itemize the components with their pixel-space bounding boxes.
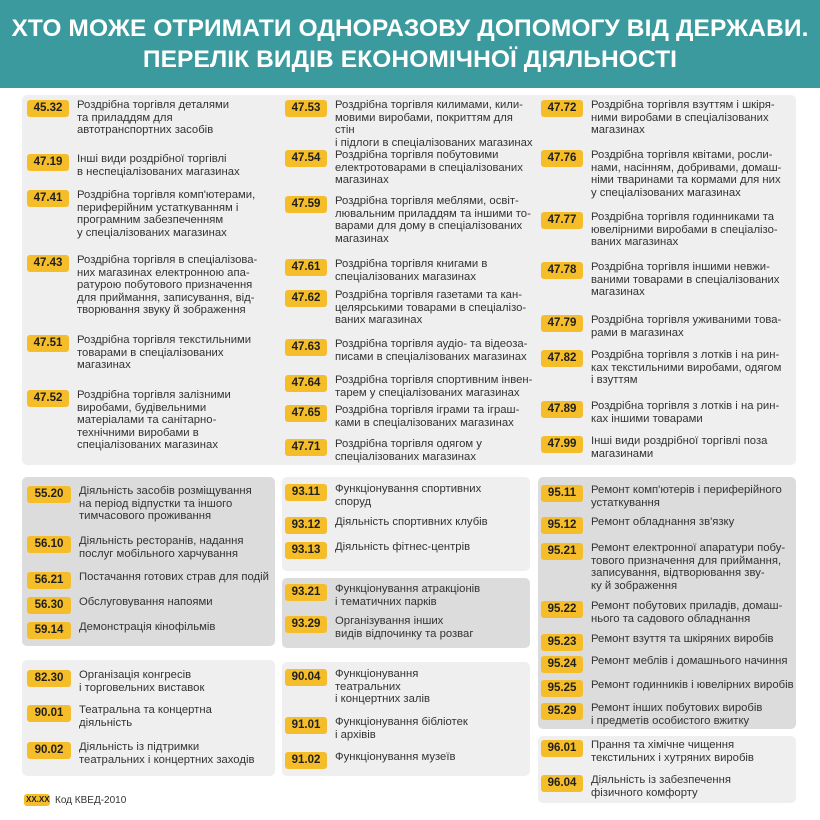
activity-description xyxy=(71,596,213,609)
description-line: Роздрібна торгівля меблями, освіт- xyxy=(335,195,519,207)
description-line: та приладдям для xyxy=(77,111,173,124)
kved-code-badge: 95.22 xyxy=(541,601,583,618)
kved-code-badge: 47.62 xyxy=(285,290,327,307)
description-line: Ремонт комп'ютерів і периферійного xyxy=(591,484,782,496)
activity-description xyxy=(327,516,488,529)
kved-code-badge: 47.54 xyxy=(285,150,327,167)
kved-code-badge: 96.01 xyxy=(541,740,583,757)
activity-description xyxy=(583,484,782,509)
activity-entry-47-77 xyxy=(541,212,796,249)
activity-description xyxy=(583,211,778,249)
activity-description xyxy=(327,338,527,363)
description-line: Роздрібна торгівля аудіо- та відеоза- xyxy=(335,338,528,350)
activity-entry-90-04 xyxy=(285,669,530,706)
description-line: Роздрібна торгівля іншими невжи- xyxy=(591,261,770,273)
activity-entry-96-04 xyxy=(541,775,796,799)
description-line: лювальним приладдям та іншими то- xyxy=(335,207,531,220)
description-line: магазинах xyxy=(591,286,645,299)
activity-description xyxy=(327,438,482,463)
description-line: виробами, будівельними xyxy=(77,401,207,414)
description-line: спеціалізованих магазинах xyxy=(77,439,218,452)
kved-code-badge: 91.02 xyxy=(285,752,327,769)
activity-entry-47-72 xyxy=(541,100,796,137)
description-line: і предметів особистого вжитку xyxy=(591,714,750,727)
description-line: електротоварами в спеціалізованих xyxy=(335,161,523,174)
description-line: у спеціалізованих магазинах xyxy=(591,186,741,199)
activity-description xyxy=(583,261,779,299)
description-line: театральних xyxy=(335,680,401,693)
activity-entry-47-89 xyxy=(541,401,796,425)
activity-entry-47-51 xyxy=(27,335,277,372)
activity-description xyxy=(583,314,781,339)
description-line: мовими виробами, покриттям для стін xyxy=(335,111,513,137)
activity-entry-47-52 xyxy=(27,390,277,452)
activity-description xyxy=(71,571,269,584)
kved-code-badge: 47.41 xyxy=(27,190,69,207)
activity-description xyxy=(69,153,240,178)
activity-description xyxy=(69,389,231,452)
description-line: Інші види роздрібної торгівлі поза xyxy=(591,435,768,447)
kved-code-badge: 47.89 xyxy=(541,401,583,418)
kved-code-badge: 47.78 xyxy=(541,262,583,279)
activity-entry-93-29 xyxy=(285,616,530,640)
activity-description xyxy=(327,374,532,399)
description-line: Прання та хімічне чищення xyxy=(591,739,735,751)
kved-code-badge: 47.53 xyxy=(285,100,327,117)
description-line: споруд xyxy=(335,495,372,508)
kved-code-badge: 47.76 xyxy=(541,150,583,167)
activity-description xyxy=(583,702,762,727)
activity-entry-93-13 xyxy=(285,542,530,559)
legend-code-badge: XX.XX xyxy=(26,795,50,804)
description-line: ках текстильними виробами, одягом xyxy=(591,361,782,374)
kved-code-badge: 56.21 xyxy=(27,572,71,589)
description-line: писами в спеціалізованих магазинах xyxy=(335,350,527,363)
activity-entry-47-54 xyxy=(285,150,535,187)
description-line: театральних і концертних заходів xyxy=(79,753,255,766)
description-line: Діяльність із забезпечення xyxy=(591,774,731,786)
description-line: ках іншими товарами xyxy=(591,412,703,425)
description-line: магазинах xyxy=(591,124,645,137)
activity-description xyxy=(69,189,255,239)
activity-entry-47-79 xyxy=(541,315,796,339)
activity-description xyxy=(583,400,779,425)
description-line: Роздрібна торгівля комп'ютерами, xyxy=(77,189,256,201)
activity-entry-47-61 xyxy=(285,259,535,283)
activity-description xyxy=(327,583,480,608)
description-line: Роздрібна торгівля газетами та кан- xyxy=(335,289,522,301)
activity-description xyxy=(71,704,212,729)
activity-entry-47-82 xyxy=(541,350,796,387)
description-line: Ремонт годинників і ювелірних виробів xyxy=(591,679,794,691)
activity-entry-47-63 xyxy=(285,339,535,363)
description-line: тового призначення для приймання, xyxy=(591,554,782,567)
activity-entry-95-24 xyxy=(541,656,796,673)
description-line: периферійним устаткуванням і xyxy=(77,201,239,214)
activity-entry-47-99 xyxy=(541,436,796,460)
description-line: записування, відтворювання зву- xyxy=(591,567,765,580)
description-line: Обслуговування напоями xyxy=(79,596,213,608)
kved-code-badge: 95.21 xyxy=(541,543,583,560)
activity-description xyxy=(327,541,470,554)
kved-code-badge: 47.19 xyxy=(27,154,69,171)
activity-description xyxy=(583,435,767,460)
kved-code-badge: 95.12 xyxy=(541,517,583,534)
description-line: Ремонт побутових приладів, домаш- xyxy=(591,600,783,612)
description-line: Роздрібна торгівля книгами в xyxy=(335,258,488,270)
description-line: нього та садового обладнання xyxy=(591,612,751,625)
kved-code-badge: 93.12 xyxy=(285,517,327,534)
description-line: Постачання готових страв для подій xyxy=(79,571,269,583)
kved-code-badge: 47.63 xyxy=(285,339,327,356)
description-line: Роздрібна торгівля уживаними това- xyxy=(591,314,782,326)
description-line: видів відпочинку та розваг xyxy=(335,627,474,640)
description-line: Функціонування xyxy=(335,668,419,680)
activity-description xyxy=(71,535,243,560)
kved-code-badge: 47.51 xyxy=(27,335,69,352)
kved-code-badge: 47.99 xyxy=(541,436,583,453)
activity-description xyxy=(583,600,782,625)
kved-code-badge: 93.21 xyxy=(285,584,327,601)
kved-code-badge: 90.04 xyxy=(285,669,327,686)
kved-code-badge: 47.64 xyxy=(285,375,327,392)
description-line: Театральна та концертна xyxy=(79,704,212,716)
activity-description xyxy=(327,258,487,283)
description-line: Діяльність засобів розміщування xyxy=(79,485,252,497)
activity-description xyxy=(71,485,252,523)
activity-entry-47-19 xyxy=(27,154,277,178)
description-line: і взуттям xyxy=(591,374,638,387)
activity-description xyxy=(327,615,473,640)
activity-entry-47-65 xyxy=(285,405,535,429)
description-line: целярськими товарами в спеціалізо- xyxy=(335,301,527,314)
description-line: фізичного комфорту xyxy=(591,786,698,799)
description-line: Роздрібна торгівля спортивним інвен- xyxy=(335,374,533,386)
activity-description xyxy=(69,334,251,372)
activity-entry-93-21 xyxy=(285,584,530,608)
activity-description xyxy=(583,739,754,764)
kved-code-badge: 59.14 xyxy=(27,622,71,639)
legend-label: Код КВЕД-2010 xyxy=(55,794,127,806)
description-line: німи тваринами та кормами для них xyxy=(591,174,781,187)
description-line: творювання звуку й зображення xyxy=(77,304,246,317)
description-line: Роздрібна торгівля текстильними xyxy=(77,334,252,346)
kved-code-badge: 93.13 xyxy=(285,542,327,559)
legend xyxy=(24,794,126,806)
description-line: магазинах xyxy=(335,232,389,245)
activity-entry-59-14 xyxy=(27,622,275,639)
description-line: Інші види роздрібної торгівлі xyxy=(77,153,227,165)
description-line: послуг мобільного харчування xyxy=(79,547,238,560)
activity-entry-47-43 xyxy=(27,255,277,317)
description-line: Функціонування музеїв xyxy=(335,751,456,763)
activity-entry-90-01 xyxy=(27,705,275,729)
description-line: Роздрібна торгівля залізними xyxy=(77,389,231,401)
header-banner xyxy=(0,0,820,88)
activity-description xyxy=(327,404,519,429)
activity-entry-47-78 xyxy=(541,262,796,299)
description-line: Функціонування бібліотек xyxy=(335,716,468,728)
kved-code-badge: 47.43 xyxy=(27,255,69,272)
kved-code-badge: 47.77 xyxy=(541,212,583,229)
description-line: ку й зображення xyxy=(591,579,678,592)
description-line: текстильних і хутряних виробів xyxy=(591,751,754,764)
activity-entry-82-30 xyxy=(27,670,275,694)
activity-entry-95-12 xyxy=(541,517,796,534)
description-line: Організування інших xyxy=(335,615,444,627)
activity-description xyxy=(69,99,229,137)
activity-description xyxy=(71,669,204,694)
kved-code-badge: 95.24 xyxy=(541,656,583,673)
kved-code-badge: 47.71 xyxy=(285,439,327,456)
kved-code-badge: 47.65 xyxy=(285,405,327,422)
activity-entry-96-01 xyxy=(541,740,796,764)
activity-entry-47-76 xyxy=(541,150,796,199)
kved-code-badge: 95.25 xyxy=(541,680,583,697)
page-title-line-1: ХТО МОЖЕ ОТРИМАТИ ОДНОРАЗОВУ ДОПОМОГУ ВІД ДЕРЖАВИ. xyxy=(11,15,809,42)
activity-entry-47-59 xyxy=(285,196,535,245)
description-line: технічними виробами в xyxy=(77,426,199,439)
description-line: матеріалами та санітарно- xyxy=(77,414,217,427)
kved-code-badge: 47.82 xyxy=(541,350,583,367)
description-line: магазинах xyxy=(77,359,131,372)
description-line: Ремонт взуття та шкіряних виробів xyxy=(591,633,774,645)
kved-code-badge: 47.59 xyxy=(285,196,327,213)
activity-entry-95-21 xyxy=(541,543,796,592)
description-line: Ремонт меблів і домашнього начиння xyxy=(591,655,788,667)
description-line: тимчасового проживання xyxy=(79,510,212,523)
description-line: товарами в спеціалізованих xyxy=(77,346,224,359)
activity-description xyxy=(583,149,781,199)
description-line: Організація конгресів xyxy=(79,669,192,681)
activity-entry-56-21 xyxy=(27,572,275,589)
activity-entry-95-29 xyxy=(541,703,796,727)
description-line: Діяльність фітнес-центрів xyxy=(335,541,471,553)
activity-entry-95-11 xyxy=(541,485,796,509)
description-line: Роздрібна торгівля килимами, кили- xyxy=(335,99,523,111)
activity-description xyxy=(583,679,794,692)
description-line: і архівів xyxy=(335,728,376,741)
activity-entry-91-02 xyxy=(285,752,530,769)
description-line: ювелірними виробами в спеціалізо- xyxy=(591,223,778,236)
activity-entry-95-22 xyxy=(541,601,796,625)
description-line: в неспеціалізованих магазинах xyxy=(77,165,240,178)
activity-entry-56-30 xyxy=(27,597,275,614)
activity-entry-47-71 xyxy=(285,439,535,463)
activity-entry-93-12 xyxy=(285,517,530,534)
description-line: автотранспортних засобів xyxy=(77,124,214,137)
description-line: Функціонування спортивних xyxy=(335,483,482,495)
activity-entry-47-64 xyxy=(285,375,535,399)
description-line: Ремонт інших побутових виробів xyxy=(591,702,763,714)
activity-description xyxy=(71,621,215,634)
description-line: Роздрібна торгівля деталями xyxy=(77,99,230,111)
description-line: Роздрібна торгівля одягом у xyxy=(335,438,482,450)
activity-description xyxy=(71,741,254,766)
kved-code-badge: 55.20 xyxy=(27,486,71,503)
description-line: ками в спеціалізованих магазинах xyxy=(335,416,514,429)
description-line: Діяльність спортивних клубів xyxy=(335,516,488,528)
activity-entry-90-02 xyxy=(27,742,275,766)
description-line: і тематичних парків xyxy=(335,595,437,608)
activity-entry-95-23 xyxy=(541,634,796,651)
description-line: для приймання, записування, від- xyxy=(77,291,255,304)
activity-entry-47-53 xyxy=(285,100,535,149)
description-line: Роздрібна торгівля в спеціалізова- xyxy=(77,254,258,266)
activity-description xyxy=(583,542,785,592)
kved-code-badge: 93.11 xyxy=(285,484,327,501)
activity-description xyxy=(327,195,531,245)
description-line: магазинах xyxy=(335,174,389,187)
activity-description xyxy=(583,99,775,137)
kved-code-badge: 90.01 xyxy=(27,705,71,722)
description-line: Роздрібна торгівля квітами, росли- xyxy=(591,149,773,161)
kved-code-badge: 95.11 xyxy=(541,485,583,502)
activity-description xyxy=(583,774,731,799)
kved-code-badge: 47.52 xyxy=(27,390,69,407)
activity-entry-93-11 xyxy=(285,484,530,508)
description-line: нами, насінням, добривами, домаш- xyxy=(591,161,782,174)
activity-entry-95-25 xyxy=(541,680,796,697)
description-line: ними виробами в спеціалізованих xyxy=(591,111,769,124)
description-line: програмним забезпеченням xyxy=(77,214,224,227)
description-line: магазинами xyxy=(591,447,654,460)
description-line: ваних магазинах xyxy=(335,314,423,327)
activity-entry-45-32 xyxy=(27,100,277,137)
description-line: і концертних залів xyxy=(335,693,430,706)
activity-entry-55-20 xyxy=(27,486,275,523)
description-line: ратурою побутового призначення xyxy=(77,279,253,292)
kved-code-badge: 91.01 xyxy=(285,717,327,734)
activity-entry-56-10 xyxy=(27,536,275,560)
description-line: ваних магазинах xyxy=(591,236,679,249)
description-line: діяльність xyxy=(79,716,133,729)
description-line: Діяльність із підтримки xyxy=(79,741,200,753)
activity-description xyxy=(327,149,523,187)
kved-code-badge: 56.30 xyxy=(27,597,71,614)
activity-description xyxy=(327,483,481,508)
activity-description xyxy=(327,289,526,327)
activity-description xyxy=(327,751,455,764)
description-line: ваними товарами в спеціалізованих xyxy=(591,273,780,286)
description-line: Роздрібна торгівля взуттям і шкіря- xyxy=(591,99,775,111)
activity-entry-47-41 xyxy=(27,190,277,239)
description-line: тарем у спеціалізованих магазинах xyxy=(335,386,520,399)
activity-entry-47-62 xyxy=(285,290,535,327)
description-line: Роздрібна торгівля іграми та іграш- xyxy=(335,404,520,416)
kved-code-badge: 47.79 xyxy=(541,315,583,332)
activity-description xyxy=(583,516,734,529)
kved-code-badge: 47.61 xyxy=(285,259,327,276)
description-line: варами для дому в спеціалізованих xyxy=(335,220,523,233)
description-line: Демонстрація кінофільмів xyxy=(79,621,216,633)
activity-description xyxy=(327,99,535,149)
kved-code-badge: 56.10 xyxy=(27,536,71,553)
kved-code-badge: 95.29 xyxy=(541,703,583,720)
kved-code-badge: 47.72 xyxy=(541,100,583,117)
activity-description xyxy=(583,655,787,668)
activity-description xyxy=(327,668,430,706)
kved-code-badge: 45.32 xyxy=(27,100,69,117)
kved-code-badge: 82.30 xyxy=(27,670,71,687)
activity-description xyxy=(583,349,781,387)
description-line: Роздрібна торгівля з лотків і на рин- xyxy=(591,349,780,361)
description-line: Роздрібна торгівля побутовими xyxy=(335,149,499,161)
description-line: і підлоги в спеціалізованих магазинах xyxy=(335,136,533,149)
activity-description xyxy=(69,254,257,317)
description-line: Ремонт обладнання зв'язку xyxy=(591,516,735,528)
kved-code-badge: 95.23 xyxy=(541,634,583,651)
description-line: Роздрібна торгівля годинниками та xyxy=(591,211,775,223)
description-line: спеціалізованих магазинах xyxy=(335,270,476,283)
kved-code-badge: 96.04 xyxy=(541,775,583,792)
description-line: і торговельних виставок xyxy=(79,681,205,694)
kved-code-badge: 90.02 xyxy=(27,742,71,759)
description-line: Діяльність ресторанів, надання xyxy=(79,535,244,547)
description-line: Роздрібна торгівля з лотків і на рин- xyxy=(591,400,780,412)
description-line: спеціалізованих магазинах xyxy=(335,450,476,463)
description-line: Ремонт електронної апаратури побу- xyxy=(591,542,786,554)
description-line: Функціонування атракціонів xyxy=(335,583,481,595)
activity-entry-91-01 xyxy=(285,717,530,741)
description-line: них магазинах електронною апа- xyxy=(77,266,250,279)
activity-description xyxy=(583,633,774,646)
description-line: рами в магазинах xyxy=(591,326,684,339)
description-line: устаткування xyxy=(591,496,660,509)
activity-description xyxy=(327,716,468,741)
kved-code-badge: 93.29 xyxy=(285,616,327,633)
page-title-line-2: ПЕРЕЛІК ВИДІВ ЕКОНОМІЧНОЇ ДІЯЛЬНОСТІ xyxy=(142,46,678,73)
description-line: на період відпустки та іншого xyxy=(79,497,233,510)
description-line: у спеціалізованих магазинах xyxy=(77,226,227,239)
